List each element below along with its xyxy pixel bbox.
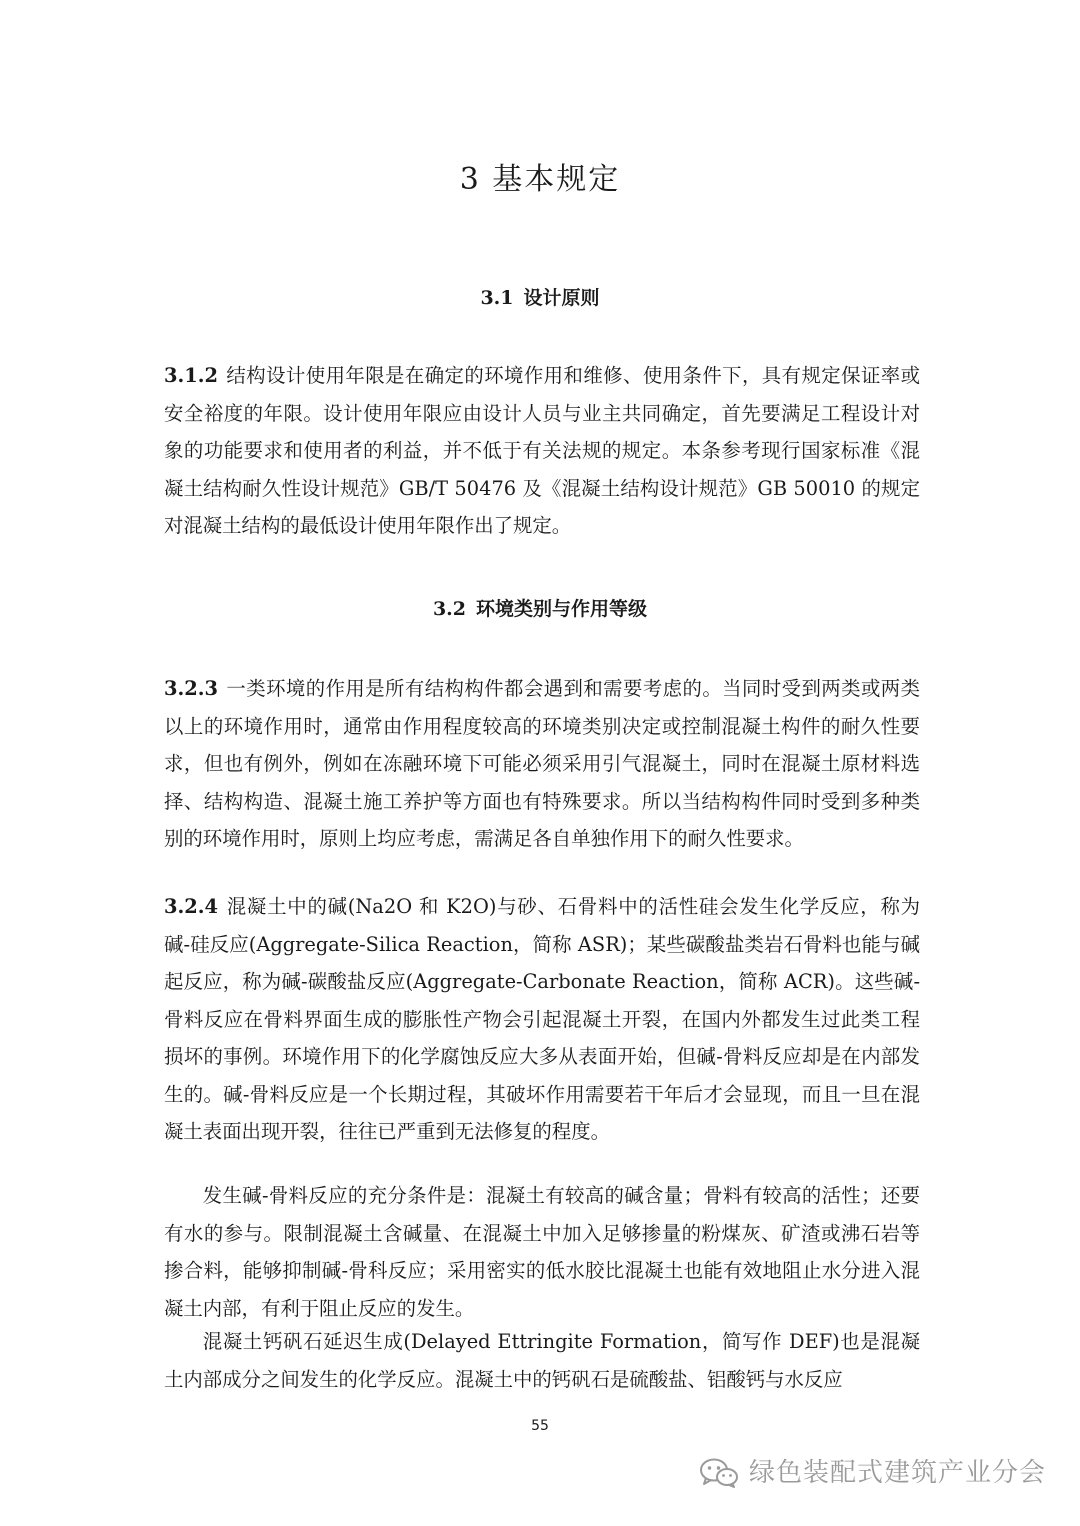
clause-text: 一类环境的作用是所有结构构件都会遇到和需要考虑的。当同时受到两类或两类以上的环境作用时，通常由作用程度较高的环境类别决定或控制混凝土构件的耐久性要求，但也有例外，例如在冻融环境下可能必须采用引气混凝土，同时在混凝土原材料选择、结构构造、混凝土施工养护等方面也有特殊要求。所以当结构构件同时受到多种类别的环境作用时，原则上均应考虑，需满足各自单独作用下的耐久性要求。	[164, 677, 920, 850]
watermark-text: 绿色装配式建筑产业分会	[748, 1458, 1046, 1488]
section-number: 3.1	[480, 287, 514, 309]
clause-text: 混凝土中的碱(Na2O 和 K2O)与砂、石骨料中的活性硅会发生化学反应，称为碱-硅反应(Aggregate-Silica Reaction，简称 ASR)；某些碳酸盐类岩石骨料也能与碱起反应，称为碱-碳酸盐反应(Aggregate-Carbonate Reaction，简称 ACR)。这些碱-骨料反应在骨料界面生成的膨胀性产物会引起混凝土开裂，在国内外都发生过此类工程损坏的事例。环境作用下的化学腐蚀反应大多从表面开始，但碱-骨料反应却是在内部发生的。碱-骨料反应是一个长期过程，其破坏作用需要若干年后才会显现，而且一旦在混凝土表面出现开裂，往往已严重到无法修复的程度。	[164, 895, 920, 1143]
paragraph-def: 混凝土钙矾石延迟生成(Delayed Ettringite Formation，简写作 DEF)也是混凝土内部成分之间发生的化学反应。混凝土中的钙矾石是硫酸盐、铝酸钙与水反应	[164, 1330, 920, 1391]
section-title-text: 环境类别与作用等级	[476, 598, 648, 620]
section-title-text: 设计原则	[523, 287, 600, 309]
chapter-title: 3 基本规定	[459, 162, 621, 197]
clause-3-2-4	[164, 888, 920, 1151]
watermark	[699, 1456, 1046, 1490]
section-heading-3-1	[0, 283, 1080, 313]
clause-number: 3.1.2	[164, 364, 218, 387]
clause-3-2-3	[164, 670, 920, 858]
wechat-icon	[699, 1457, 739, 1489]
section-number: 3.2	[432, 598, 467, 620]
paragraph-reaction-conditions: 发生碱-骨料反应的充分条件是：混凝土有较高的碱含量；骨料有较高的活性；还要有水的参与。限制混凝土含碱量、在混凝土中加入足够掺量的粉煤灰、矿渣或沸石岩等掺合料，能够抑制碱-骨科反应；采用密实的低水胶比混凝土也能有效地阻止水分进入混凝土内部，有利于阻止反应的发生。	[164, 1184, 920, 1320]
clause-3-1-2	[164, 357, 920, 545]
page-number: 55	[531, 1418, 549, 1434]
clause-number: 3.2.4	[164, 895, 218, 918]
clause-number: 3.2.3	[164, 677, 218, 700]
section-heading-3-2	[0, 594, 1080, 624]
clause-text: 结构设计使用年限是在确定的环境作用和维修、使用条件下，具有规定保证率或安全裕度的年限。设计使用年限应由设计人员与业主共同确定，首先要满足工程设计对象的功能要求和使用者的利益，并不低于有关法规的规定。本条参考现行国家标准《混凝土结构耐久性设计规范》GB/T 50476 及《混凝土结构设计规范》GB 50010 的规定对混凝土结构的最低设计使用年限作出了规定。	[164, 364, 920, 537]
